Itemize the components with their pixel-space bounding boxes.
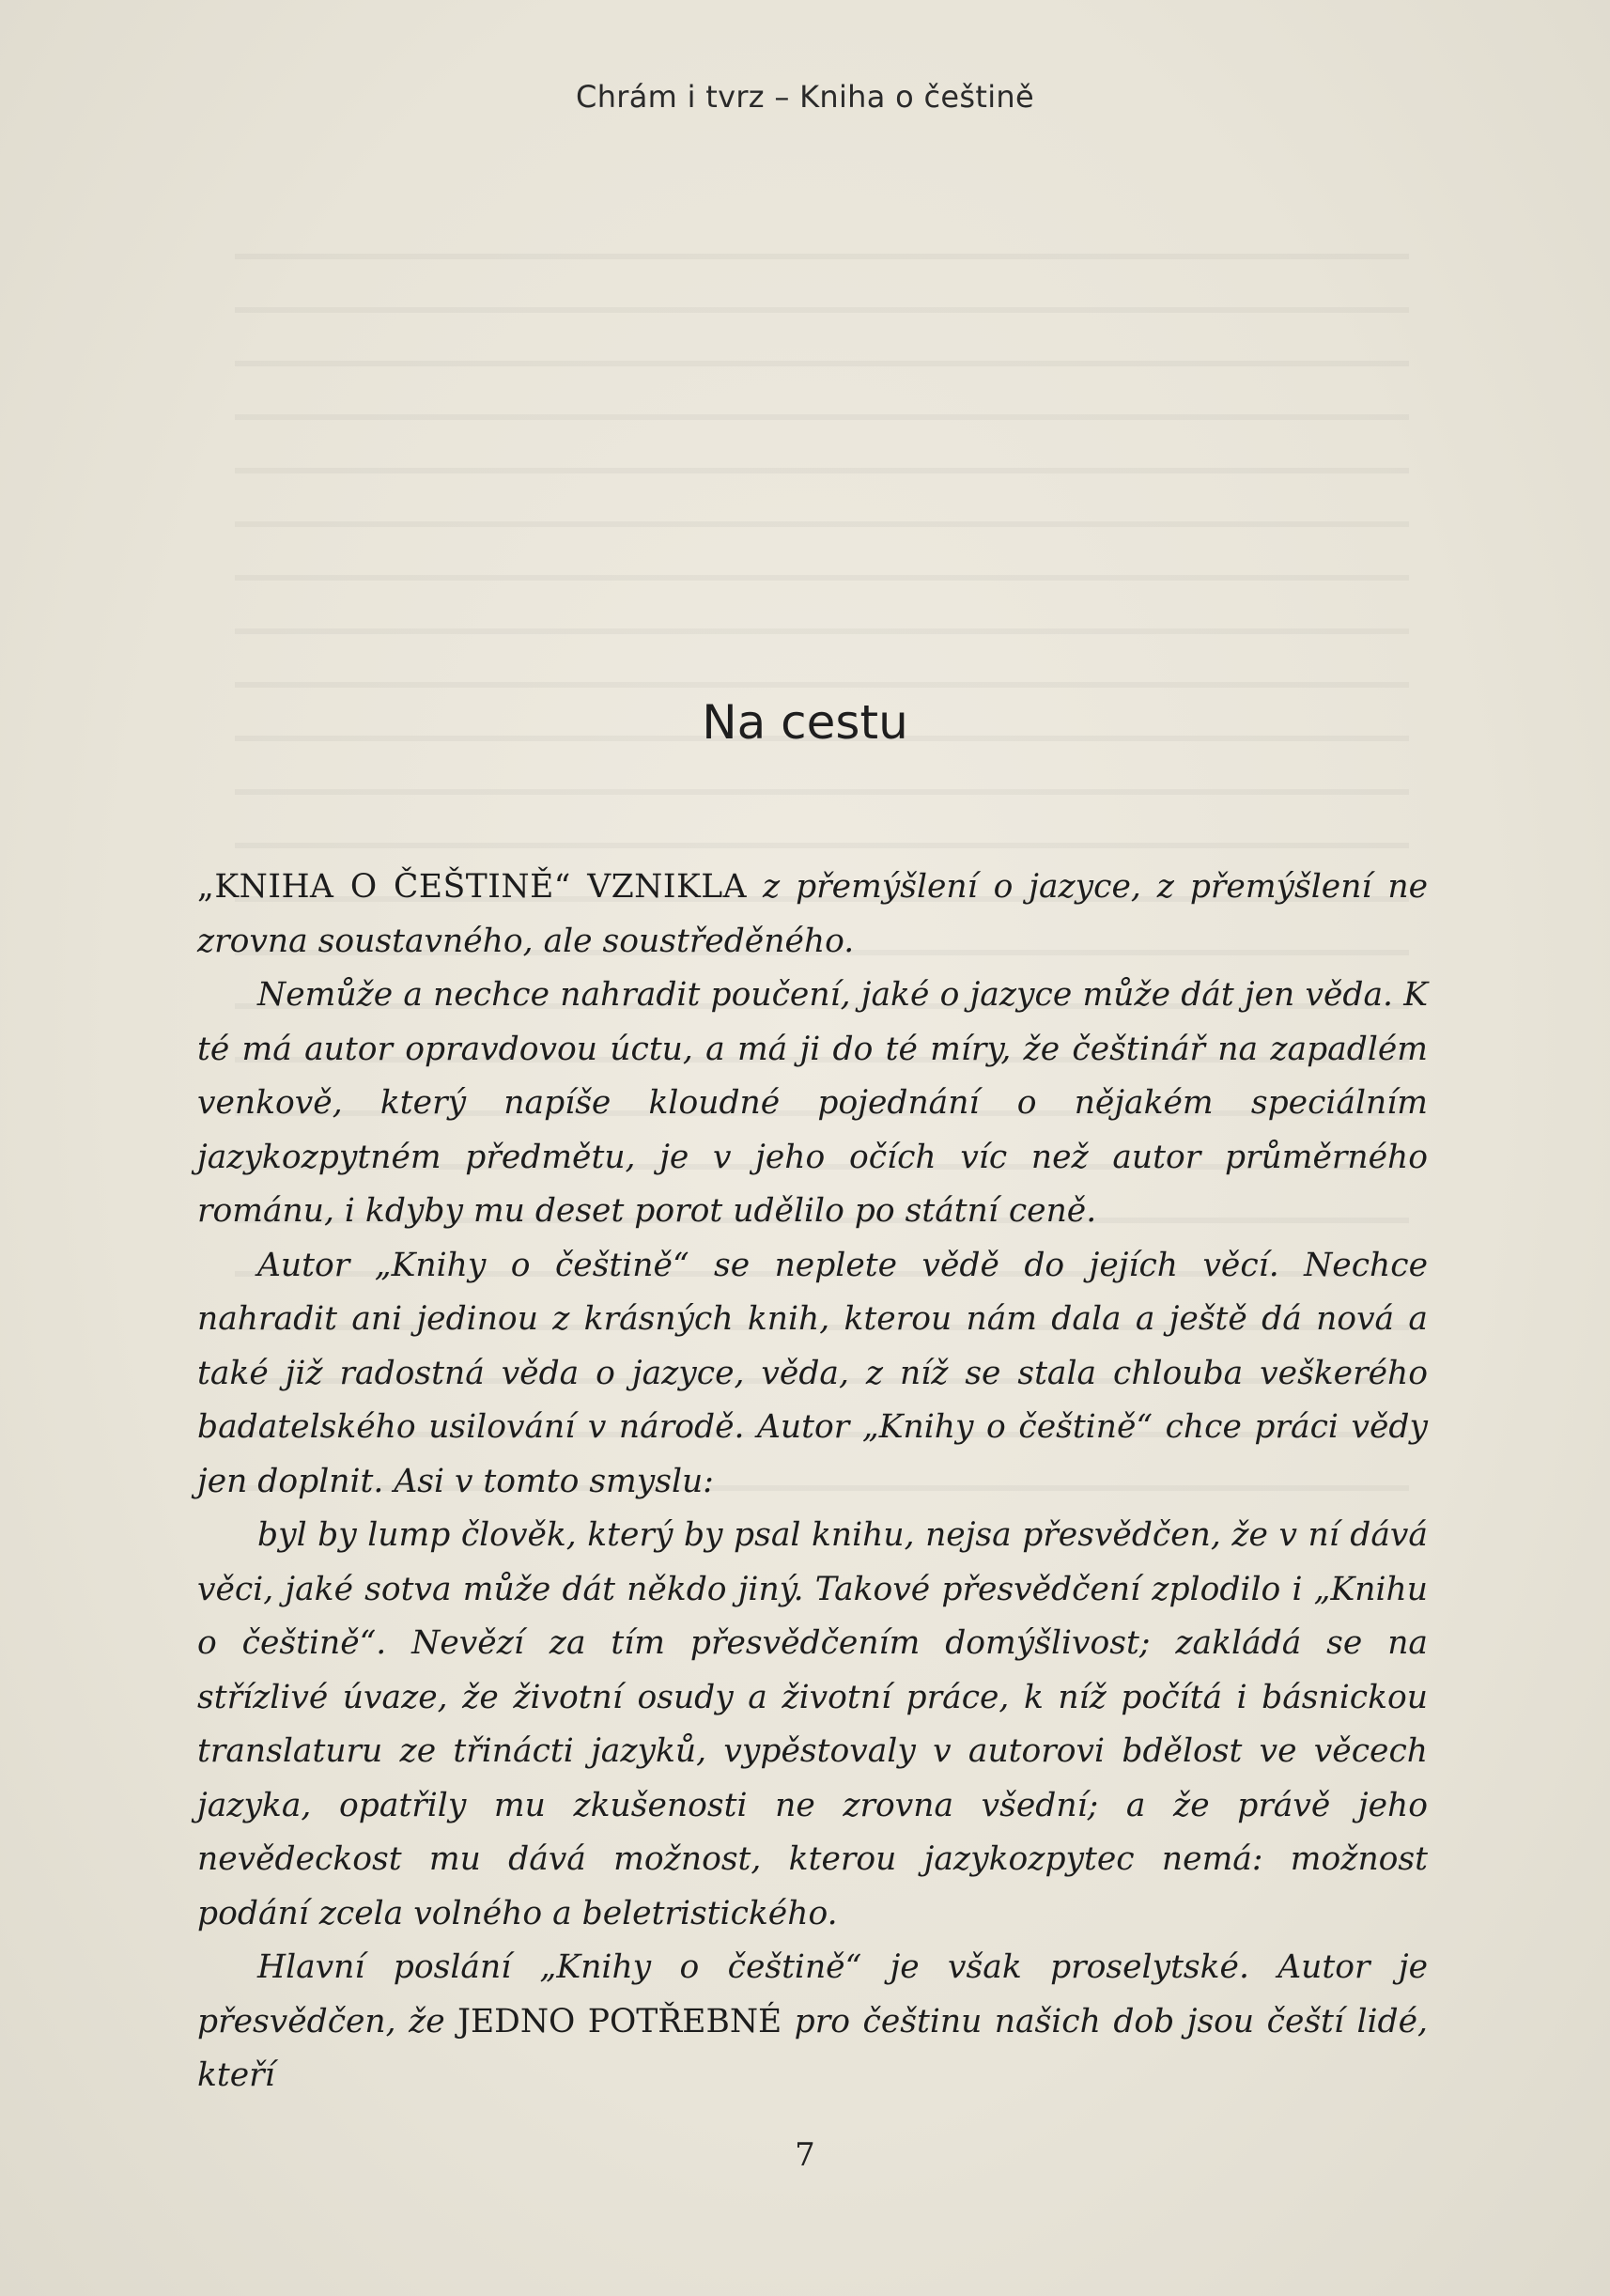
chapter-title: Na cestu (702, 695, 908, 750)
paragraph-2: Nemůže a nechce nahradit poučení, jaké o jazyce může dát jen věda. K té má autor opravdovou úctu, a má ji do té míry, že češtinář na zapadlém venkově, který napíše kloudné pojednání o nějakém speciálním jazykozpytném předmětu, je v jeho očích víc než autor průměrného románu, i kdyby mu deset porot udělilo po státní ceně. (197, 976, 1428, 1230)
opening-caps: „KNIHA O ČEŠTINĚ“ VZNIKLA (197, 868, 748, 906)
running-header: Chrám i tvrz – Kniha o češtině (576, 79, 1034, 115)
page-number: 7 (795, 2136, 815, 2174)
paragraph-4: byl by lump člověk, který by psal knihu, nejsa přesvědčen, že v ní dává věci, jaké sotva může dát někdo jiný. Takové přesvědčení zplodilo i „Knihu o češtině“. Nevězí za tím přesvědčením domýšlivost; zakládá se na střízlivé úvaze, že životní osudy a životní práce, k níž počítá i básnickou translaturu ze třinácti jazyků, vypěstovaly v autorovi bdělost ve věcech jazyka, opatřily mu zkušenosti ne zrovna všední; a že právě jeho nevědeckost mu dává možnost, kterou jazykozpytec nemá: možnost podání zcela volného a beletristického. (197, 1516, 1428, 1932)
paragraph-1-text: z přemýšlení o jazyce, z přemýšlení ne zrovna soustavného, ale soustředěného. (197, 868, 1428, 960)
emphasis-caps: JEDNO POTŘEBNÉ (457, 2002, 782, 2040)
paragraph-5-start: Hlavní poslání „Knihy o češtině“ je však proselytské. Autor je přesvědčen, že (197, 1948, 1428, 2040)
paragraph-1 (197, 861, 1428, 969)
paragraph-5 (197, 1941, 1428, 2103)
paragraph-5-end: pro češtinu našich dob jsou čeští lidé, kteří (197, 2002, 1428, 2094)
body-text (197, 861, 1428, 2103)
paragraph-3: Autor „Knihy o češtině“ se neplete vědě do jejích věcí. Nechce nahradit ani jedinou z krásných knih, kterou nám dala a ještě dá nová a také již radostná věda o jazyce, věda, z níž se stala chlouba veškerého badatelského usilování v národě. Autor „Knihy o češtině“ chce práci vědy jen doplnit. Asi v tomto smyslu: (197, 1246, 1428, 1500)
